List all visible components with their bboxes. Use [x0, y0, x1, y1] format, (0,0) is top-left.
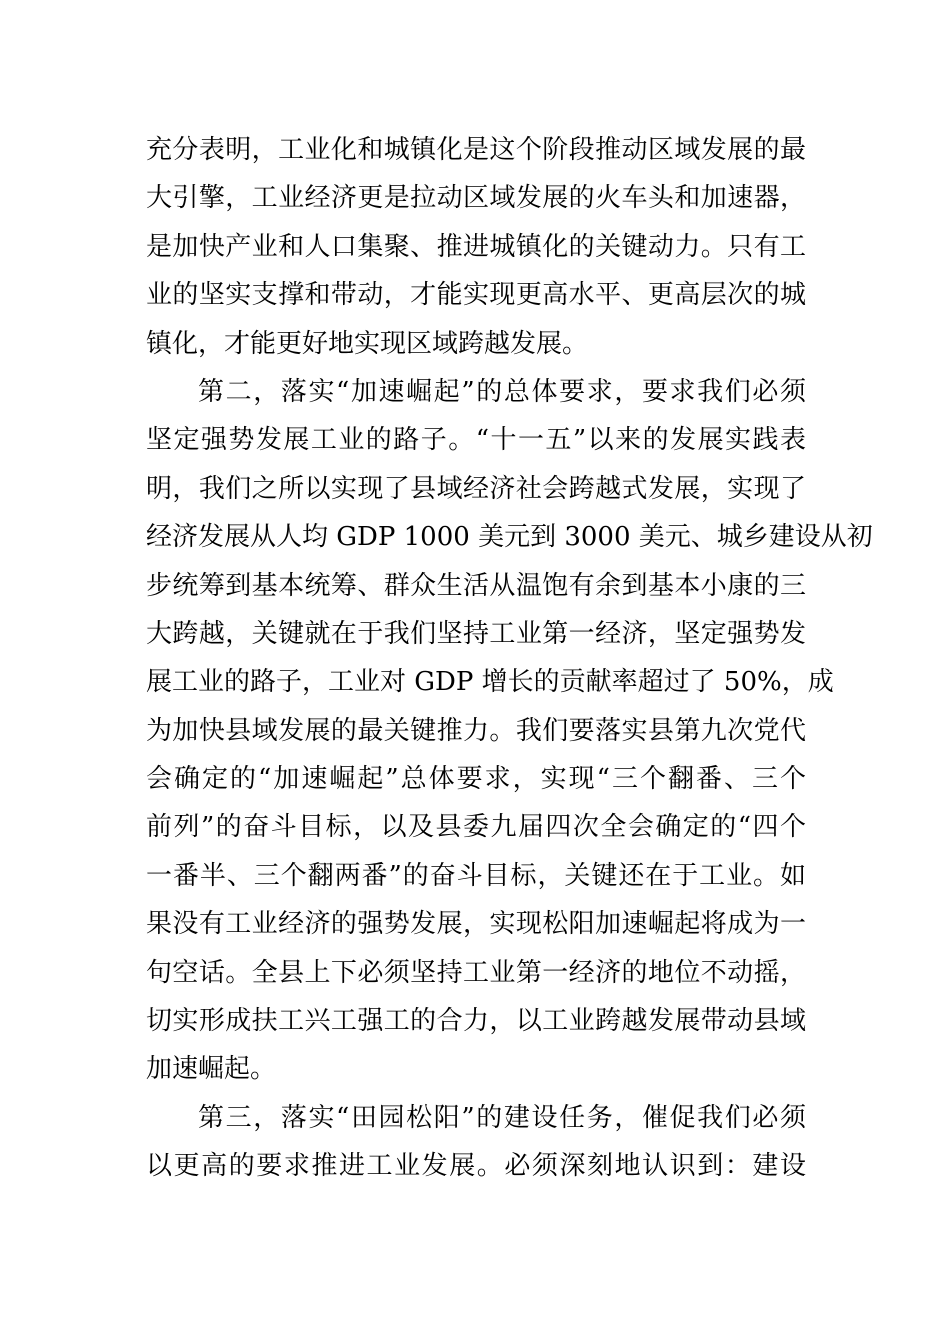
text-line: 切实形成扶工兴工强工的合力，以工业跨越发展带动县域 — [146, 1006, 806, 1037]
text-line: 为加快县域发展的最关键推力。我们要落实县第九次党代 — [146, 715, 806, 746]
text-line: 经济发展从人均 GDP 1000 美元到 3000 美元、城乡建设从初 — [146, 522, 873, 553]
text-line: 明，我们之所以实现了县域经济社会跨越式发展，实现了 — [146, 473, 806, 504]
text-line: 一番半、三个翻两番”的奋斗目标，关键还在于工业。如 — [146, 860, 806, 891]
text-line: 业的坚实支撑和带动，才能实现更高水平、更高层次的城 — [146, 280, 806, 311]
text-line: 大跨越，关键就在于我们坚持工业第一经济，坚定强势发 — [146, 618, 806, 649]
paragraph-2 — [146, 368, 873, 1094]
text-line: 果没有工业经济的强势发展，实现松阳加速崛起将成为一 — [146, 909, 806, 940]
text-line: 以更高的要求推进工业发展。必须深刻地认识到：建设 — [146, 1151, 806, 1182]
text-line: 大引擎，工业经济更是拉动区域发展的火车头和加速器， — [146, 183, 806, 214]
text-line-indented: 第二，落实“加速崛起”的总体要求，要求我们必须 — [198, 376, 806, 407]
text-line: 前列”的奋斗目标，以及县委九届四次全会确定的“四个 — [146, 812, 806, 843]
text-line: 加速崛起。 — [146, 1054, 277, 1085]
text-line: 坚定强势发展工业的路子。“十一五”以来的发展实践表 — [146, 425, 806, 456]
text-line-indented: 第三，落实“田园松阳”的建设任务，催促我们必须 — [198, 1102, 806, 1133]
text-line: 是加快产业和人口集聚、推进城镇化的关键动力。只有工 — [146, 231, 806, 262]
text-line: 会确定的“加速崛起”总体要求，实现“三个翻番、三个 — [146, 764, 806, 795]
paragraph-3 — [146, 1094, 806, 1191]
text-line: 充分表明，工业化和城镇化是这个阶段推动区域发展的最 — [146, 135, 806, 165]
document-body — [146, 126, 873, 1191]
text-line: 句空话。全县上下必须坚持工业第一经济的地位不动摇， — [146, 957, 806, 988]
paragraph-1 — [146, 126, 806, 368]
text-line: 镇化，才能更好地实现区域跨越发展。 — [146, 328, 589, 359]
text-line: 展工业的路子，工业对 GDP 增长的贡献率超过了 50%，成 — [146, 667, 834, 698]
text-line: 步统筹到基本统筹、群众生活从温饱有余到基本小康的三 — [146, 570, 806, 601]
